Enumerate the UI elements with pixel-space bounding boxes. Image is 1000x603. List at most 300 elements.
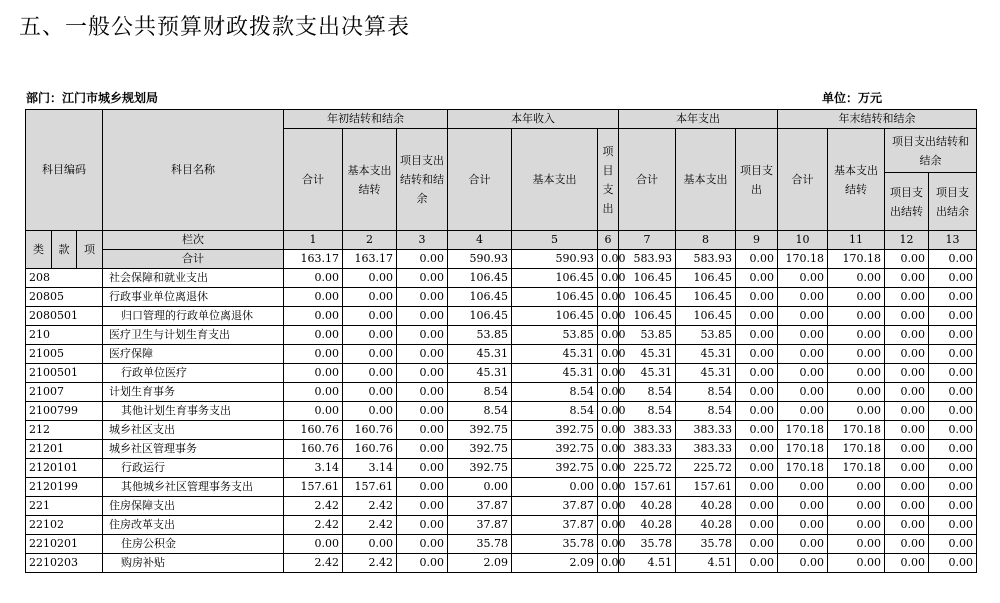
subject-name: 计划生育事务 <box>103 383 284 402</box>
amount-cell: 0.00 <box>284 364 343 383</box>
subject-code: 2120199 <box>26 478 103 497</box>
amount-cell: 0.00 <box>778 326 828 345</box>
amount-cell: 0.00 <box>885 326 929 345</box>
subject-name: 其他城乡社区管理事务支出 <box>103 478 284 497</box>
amount-cell: 0.00 <box>598 345 619 364</box>
amount-cell: 0.00 <box>598 516 619 535</box>
amount-cell: 0.00 <box>828 516 885 535</box>
amount-cell: 106.45 <box>619 288 676 307</box>
header-basic-carry: 基本支出结转 <box>343 129 397 231</box>
amount-cell: 0.00 <box>778 288 828 307</box>
amount-cell: 383.33 <box>619 440 676 459</box>
amount-cell: 0.00 <box>929 478 977 497</box>
total-value: 163.17 <box>284 250 343 269</box>
amount-cell: 0.00 <box>397 307 448 326</box>
amount-cell: 0.00 <box>736 497 778 516</box>
amount-cell: 0.00 <box>736 269 778 288</box>
amount-cell: 0.00 <box>397 288 448 307</box>
amount-cell: 45.31 <box>512 364 598 383</box>
amount-cell: 0.00 <box>512 478 598 497</box>
subject-code: 21005 <box>26 345 103 364</box>
amount-cell: 40.28 <box>619 516 676 535</box>
table-row <box>26 478 977 497</box>
amount-cell: 0.00 <box>736 554 778 573</box>
amount-cell: 45.31 <box>512 345 598 364</box>
amount-cell: 160.76 <box>343 440 397 459</box>
amount-cell: 8.54 <box>448 383 512 402</box>
amount-cell: 392.75 <box>448 440 512 459</box>
amount-cell: 0.00 <box>885 440 929 459</box>
amount-cell: 45.31 <box>619 345 676 364</box>
amount-cell: 0.00 <box>885 459 929 478</box>
amount-cell: 0.00 <box>828 307 885 326</box>
subject-code: 2210201 <box>26 535 103 554</box>
amount-cell: 0.00 <box>284 326 343 345</box>
amount-cell: 0.00 <box>397 478 448 497</box>
header-expenditure: 本年支出 <box>619 110 778 129</box>
amount-cell: 2.42 <box>284 516 343 535</box>
amount-cell: 0.00 <box>736 440 778 459</box>
table-row <box>26 364 977 383</box>
header-name: 科目名称 <box>103 110 284 231</box>
total-value: 590.93 <box>448 250 512 269</box>
amount-cell: 2.42 <box>284 554 343 573</box>
amount-cell: 170.18 <box>828 440 885 459</box>
amount-cell: 40.28 <box>676 516 736 535</box>
amount-cell: 106.45 <box>448 307 512 326</box>
amount-cell: 160.76 <box>284 421 343 440</box>
amount-cell: 53.85 <box>619 326 676 345</box>
subject-name: 其他计划生育事务支出 <box>103 402 284 421</box>
amount-cell: 0.00 <box>343 345 397 364</box>
header-total: 合计 <box>619 129 676 231</box>
amount-cell: 106.45 <box>676 269 736 288</box>
amount-cell: 0.00 <box>828 535 885 554</box>
amount-cell: 0.00 <box>929 269 977 288</box>
amount-cell: 0.00 <box>885 345 929 364</box>
total-value: 0.00 <box>397 250 448 269</box>
amount-cell: 45.31 <box>676 345 736 364</box>
column-index: 9 <box>736 231 778 250</box>
subject-name: 医疗卫生与计划生育支出 <box>103 326 284 345</box>
amount-cell: 0.00 <box>929 459 977 478</box>
total-value: 170.18 <box>828 250 885 269</box>
amount-cell: 0.00 <box>284 288 343 307</box>
amount-cell: 0.00 <box>598 383 619 402</box>
table-row <box>26 307 977 326</box>
table-row <box>26 497 977 516</box>
subject-name: 住房改革支出 <box>103 516 284 535</box>
amount-cell: 106.45 <box>448 269 512 288</box>
amount-cell: 2.42 <box>343 497 397 516</box>
amount-cell: 0.00 <box>736 402 778 421</box>
amount-cell: 0.00 <box>828 345 885 364</box>
amount-cell: 35.78 <box>619 535 676 554</box>
amount-cell: 53.85 <box>512 326 598 345</box>
amount-cell: 106.45 <box>448 288 512 307</box>
amount-cell: 106.45 <box>619 307 676 326</box>
column-index: 7 <box>619 231 676 250</box>
amount-cell: 170.18 <box>828 459 885 478</box>
amount-cell: 3.14 <box>284 459 343 478</box>
amount-cell: 0.00 <box>598 421 619 440</box>
amount-cell: 157.61 <box>284 478 343 497</box>
unit-label: 单位：万元 <box>822 91 883 105</box>
amount-cell: 53.85 <box>448 326 512 345</box>
amount-cell: 157.61 <box>676 478 736 497</box>
subject-name: 归口管理的行政单位离退休 <box>103 307 284 326</box>
amount-cell: 106.45 <box>619 269 676 288</box>
amount-cell: 0.00 <box>343 288 397 307</box>
amount-cell: 0.00 <box>929 288 977 307</box>
amount-cell: 392.75 <box>512 459 598 478</box>
amount-cell: 0.00 <box>885 535 929 554</box>
column-index: 12 <box>885 231 929 250</box>
amount-cell: 0.00 <box>397 269 448 288</box>
table-row <box>26 440 977 459</box>
amount-cell: 0.00 <box>929 402 977 421</box>
amount-cell: 383.33 <box>619 421 676 440</box>
amount-cell: 0.00 <box>778 478 828 497</box>
amount-cell: 383.33 <box>676 440 736 459</box>
subject-name: 住房保障支出 <box>103 497 284 516</box>
amount-cell: 0.00 <box>397 402 448 421</box>
header-lanci: 栏次 <box>103 231 284 250</box>
amount-cell: 0.00 <box>929 440 977 459</box>
amount-cell: 0.00 <box>397 516 448 535</box>
total-value: 170.18 <box>778 250 828 269</box>
amount-cell: 0.00 <box>598 307 619 326</box>
amount-cell: 0.00 <box>885 364 929 383</box>
total-value: 0.00 <box>885 250 929 269</box>
header-xiang: 项 <box>77 231 103 269</box>
column-index: 6 <box>598 231 619 250</box>
amount-cell: 0.00 <box>397 326 448 345</box>
amount-cell: 0.00 <box>885 421 929 440</box>
amount-cell: 0.00 <box>284 269 343 288</box>
total-value: 0.00 <box>598 250 619 269</box>
amount-cell: 2.42 <box>284 497 343 516</box>
amount-cell: 35.78 <box>448 535 512 554</box>
table-row <box>26 459 977 478</box>
amount-cell: 0.00 <box>885 288 929 307</box>
amount-cell: 2.42 <box>343 516 397 535</box>
table-row <box>26 345 977 364</box>
amount-cell: 106.45 <box>512 307 598 326</box>
subject-code: 2100799 <box>26 402 103 421</box>
amount-cell: 0.00 <box>736 421 778 440</box>
header-total: 合计 <box>284 129 343 231</box>
total-label: 合计 <box>103 250 284 269</box>
table-row <box>26 288 977 307</box>
amount-cell: 2.42 <box>343 554 397 573</box>
amount-cell: 0.00 <box>828 269 885 288</box>
amount-cell: 392.75 <box>448 421 512 440</box>
header-project-carry: 项目支出结转和结余 <box>397 129 448 231</box>
amount-cell: 0.00 <box>736 459 778 478</box>
amount-cell: 8.54 <box>619 402 676 421</box>
subject-code: 210 <box>26 326 103 345</box>
amount-cell: 0.00 <box>736 364 778 383</box>
amount-cell: 170.18 <box>778 421 828 440</box>
amount-cell: 0.00 <box>598 497 619 516</box>
amount-cell: 0.00 <box>885 383 929 402</box>
amount-cell: 0.00 <box>778 535 828 554</box>
amount-cell: 0.00 <box>397 421 448 440</box>
column-index: 11 <box>828 231 885 250</box>
amount-cell: 40.28 <box>619 497 676 516</box>
amount-cell: 0.00 <box>929 364 977 383</box>
subject-name: 城乡社区支出 <box>103 421 284 440</box>
amount-cell: 0.00 <box>736 326 778 345</box>
total-value: 583.93 <box>619 250 676 269</box>
amount-cell: 0.00 <box>343 307 397 326</box>
amount-cell: 0.00 <box>736 288 778 307</box>
amount-cell: 0.00 <box>598 269 619 288</box>
subject-code: 2120101 <box>26 459 103 478</box>
amount-cell: 157.61 <box>619 478 676 497</box>
subject-name: 行政单位医疗 <box>103 364 284 383</box>
table-row <box>26 402 977 421</box>
amount-cell: 0.00 <box>598 364 619 383</box>
amount-cell: 0.00 <box>929 383 977 402</box>
expenditure-table <box>25 109 977 573</box>
column-index: 1 <box>284 231 343 250</box>
amount-cell: 40.28 <box>676 497 736 516</box>
total-value: 0.00 <box>929 250 977 269</box>
amount-cell: 0.00 <box>397 535 448 554</box>
amount-cell: 0.00 <box>828 364 885 383</box>
header-project-carry-surplus: 项目支出结转和结余 <box>885 129 977 173</box>
header-project-surplus-short: 项目支出结余 <box>929 173 977 231</box>
amount-cell: 0.00 <box>598 554 619 573</box>
header-project: 项目支出 <box>736 129 778 231</box>
header-total: 合计 <box>448 129 512 231</box>
column-index: 8 <box>676 231 736 250</box>
amount-cell: 0.00 <box>885 554 929 573</box>
subject-code: 208 <box>26 269 103 288</box>
amount-cell: 0.00 <box>828 383 885 402</box>
header-basic-carry: 基本支出结转 <box>828 129 885 231</box>
subject-name: 城乡社区管理事务 <box>103 440 284 459</box>
amount-cell: 53.85 <box>676 326 736 345</box>
amount-cell: 0.00 <box>885 516 929 535</box>
amount-cell: 106.45 <box>676 307 736 326</box>
amount-cell: 45.31 <box>448 364 512 383</box>
amount-cell: 0.00 <box>828 326 885 345</box>
amount-cell: 225.72 <box>619 459 676 478</box>
amount-cell: 37.87 <box>512 497 598 516</box>
amount-cell: 0.00 <box>885 402 929 421</box>
amount-cell: 8.54 <box>512 402 598 421</box>
amount-cell: 45.31 <box>448 345 512 364</box>
amount-cell: 383.33 <box>676 421 736 440</box>
amount-cell: 0.00 <box>343 402 397 421</box>
amount-cell: 0.00 <box>736 478 778 497</box>
amount-cell: 0.00 <box>828 497 885 516</box>
subject-code: 2080501 <box>26 307 103 326</box>
subject-code: 20805 <box>26 288 103 307</box>
amount-cell: 37.87 <box>448 497 512 516</box>
amount-cell: 0.00 <box>929 345 977 364</box>
subject-code: 21007 <box>26 383 103 402</box>
header-kuan: 款 <box>52 231 77 269</box>
subject-code: 22102 <box>26 516 103 535</box>
amount-cell: 0.00 <box>284 307 343 326</box>
amount-cell: 0.00 <box>397 554 448 573</box>
table-row <box>26 516 977 535</box>
page-title: 五、一般公共预算财政拨款支出决算表 <box>19 15 411 40</box>
header-total: 合计 <box>778 129 828 231</box>
subject-code: 212 <box>26 421 103 440</box>
amount-cell: 0.00 <box>929 326 977 345</box>
amount-cell: 8.54 <box>676 383 736 402</box>
amount-cell: 0.00 <box>885 307 929 326</box>
amount-cell: 392.75 <box>512 440 598 459</box>
amount-cell: 392.75 <box>512 421 598 440</box>
amount-cell: 8.54 <box>448 402 512 421</box>
table-row <box>26 421 977 440</box>
amount-cell: 0.00 <box>598 402 619 421</box>
amount-cell: 170.18 <box>778 440 828 459</box>
amount-cell: 0.00 <box>736 535 778 554</box>
amount-cell: 0.00 <box>929 497 977 516</box>
amount-cell: 0.00 <box>397 383 448 402</box>
amount-cell: 0.00 <box>598 459 619 478</box>
amount-cell: 0.00 <box>885 478 929 497</box>
total-value: 583.93 <box>676 250 736 269</box>
column-index: 5 <box>512 231 598 250</box>
amount-cell: 4.51 <box>619 554 676 573</box>
amount-cell: 0.00 <box>397 459 448 478</box>
amount-cell: 0.00 <box>736 345 778 364</box>
amount-cell: 0.00 <box>284 535 343 554</box>
amount-cell: 160.76 <box>284 440 343 459</box>
subject-code: 221 <box>26 497 103 516</box>
amount-cell: 0.00 <box>736 383 778 402</box>
amount-cell: 0.00 <box>343 364 397 383</box>
amount-cell: 45.31 <box>619 364 676 383</box>
amount-cell: 0.00 <box>598 478 619 497</box>
amount-cell: 35.78 <box>512 535 598 554</box>
header-project: 项目支出 <box>598 129 619 231</box>
header-basic: 基本支出 <box>512 129 598 231</box>
amount-cell: 170.18 <box>828 421 885 440</box>
total-value: 0.00 <box>736 250 778 269</box>
amount-cell: 35.78 <box>676 535 736 554</box>
amount-cell: 45.31 <box>676 364 736 383</box>
amount-cell: 0.00 <box>598 326 619 345</box>
amount-cell: 0.00 <box>828 402 885 421</box>
table-row <box>26 535 977 554</box>
amount-cell: 0.00 <box>885 269 929 288</box>
subject-name: 行政运行 <box>103 459 284 478</box>
amount-cell: 8.54 <box>619 383 676 402</box>
amount-cell: 0.00 <box>929 554 977 573</box>
department-label: 部门：江门市城乡规划局 <box>26 91 159 105</box>
subject-code: 21201 <box>26 440 103 459</box>
column-index: 3 <box>397 231 448 250</box>
column-index: 2 <box>343 231 397 250</box>
amount-cell: 0.00 <box>828 554 885 573</box>
amount-cell: 0.00 <box>778 269 828 288</box>
amount-cell: 0.00 <box>397 497 448 516</box>
amount-cell: 2.09 <box>448 554 512 573</box>
amount-cell: 0.00 <box>284 383 343 402</box>
amount-cell: 170.18 <box>778 459 828 478</box>
table-row <box>26 383 977 402</box>
amount-cell: 0.00 <box>343 326 397 345</box>
amount-cell: 0.00 <box>598 288 619 307</box>
amount-cell: 0.00 <box>343 383 397 402</box>
amount-cell: 0.00 <box>284 402 343 421</box>
amount-cell: 106.45 <box>512 269 598 288</box>
header-code: 科目编码 <box>26 110 103 231</box>
amount-cell: 0.00 <box>929 307 977 326</box>
total-value: 163.17 <box>343 250 397 269</box>
amount-cell: 392.75 <box>448 459 512 478</box>
header-basic: 基本支出 <box>676 129 736 231</box>
subject-name: 行政事业单位离退休 <box>103 288 284 307</box>
subject-name: 社会保障和就业支出 <box>103 269 284 288</box>
column-index: 4 <box>448 231 512 250</box>
amount-cell: 37.87 <box>512 516 598 535</box>
amount-cell: 0.00 <box>397 440 448 459</box>
amount-cell: 0.00 <box>397 364 448 383</box>
amount-cell: 0.00 <box>778 345 828 364</box>
subject-name: 医疗保障 <box>103 345 284 364</box>
total-value: 590.93 <box>512 250 598 269</box>
amount-cell: 0.00 <box>736 516 778 535</box>
amount-cell: 0.00 <box>343 535 397 554</box>
amount-cell: 37.87 <box>448 516 512 535</box>
amount-cell: 8.54 <box>512 383 598 402</box>
header-opening-balance: 年初结转和结余 <box>284 110 448 129</box>
amount-cell: 0.00 <box>598 440 619 459</box>
amount-cell: 0.00 <box>778 383 828 402</box>
amount-cell: 0.00 <box>397 345 448 364</box>
amount-cell: 0.00 <box>828 478 885 497</box>
amount-cell: 0.00 <box>929 516 977 535</box>
amount-cell: 0.00 <box>343 269 397 288</box>
amount-cell: 0.00 <box>448 478 512 497</box>
header-lei: 类 <box>26 231 52 269</box>
header-income: 本年收入 <box>448 110 619 129</box>
subject-code: 2100501 <box>26 364 103 383</box>
header-project-carry-short: 项目支出结转 <box>885 173 929 231</box>
amount-cell: 8.54 <box>676 402 736 421</box>
table-row <box>26 269 977 288</box>
amount-cell: 0.00 <box>736 307 778 326</box>
amount-cell: 2.09 <box>512 554 598 573</box>
amount-cell: 160.76 <box>343 421 397 440</box>
amount-cell: 0.00 <box>598 535 619 554</box>
column-index: 13 <box>929 231 977 250</box>
subject-code: 2210203 <box>26 554 103 573</box>
amount-cell: 3.14 <box>343 459 397 478</box>
amount-cell: 0.00 <box>929 421 977 440</box>
subject-name: 购房补贴 <box>103 554 284 573</box>
amount-cell: 106.45 <box>676 288 736 307</box>
amount-cell: 106.45 <box>512 288 598 307</box>
amount-cell: 0.00 <box>778 402 828 421</box>
column-index: 10 <box>778 231 828 250</box>
amount-cell: 0.00 <box>828 288 885 307</box>
amount-cell: 0.00 <box>778 516 828 535</box>
table-row <box>26 326 977 345</box>
table-row <box>26 554 977 573</box>
amount-cell: 0.00 <box>778 554 828 573</box>
